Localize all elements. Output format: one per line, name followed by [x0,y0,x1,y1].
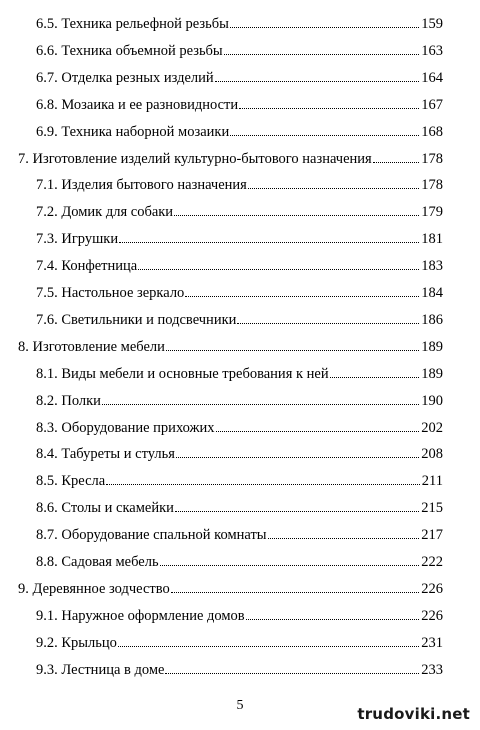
toc-entry [18,577,443,597]
toc-entry-page: 179 [421,204,443,221]
toc-dot-leader [230,27,419,28]
toc-entry [36,308,443,328]
toc-entry [18,147,443,167]
toc-entry-title: 9. Деревянное зодчество [18,580,170,597]
toc-entry-page: 167 [421,96,443,113]
toc-entry-page: 226 [421,580,443,597]
toc-entry-title: 8.8. Садовая мебель [36,554,159,570]
toc-dot-leader [174,215,419,216]
toc-entry-title: 7.6. Светильники и подсвечники [36,311,237,328]
toc-dot-leader [175,511,419,512]
toc-dot-leader [239,108,419,109]
toc-entry-page: 184 [421,285,443,301]
toc-entry [18,335,443,355]
toc-entry-page: 208 [421,446,443,463]
toc-dot-leader [215,81,420,82]
toc-entry-page: 226 [421,607,443,624]
toc-entry-title: 9.2. Крыльцо [36,634,117,651]
toc-entry-title: 6.7. Отделка резных изделий [36,69,214,86]
toc-entry-page: 189 [421,365,443,382]
toc-entry [36,523,443,543]
toc-dot-leader [237,323,419,324]
toc-entry-title: 8.2. Полки [36,392,101,409]
toc-entry [36,66,443,86]
toc-entry-page: 178 [421,177,443,194]
toc-entry-page: 233 [421,661,443,678]
toc-entry-title: 6.9. Техника наборной мозаики [36,123,230,140]
toc-entry [36,254,443,274]
toc-dot-leader [230,135,419,136]
toc-entry [36,658,443,678]
toc-entry-page: 159 [421,16,443,32]
toc-dot-leader [171,592,420,593]
toc-dot-leader [246,619,420,620]
toc-entry [36,120,443,140]
toc-entry [36,362,443,382]
page-number: 5 [236,698,244,713]
toc-entry-page: 222 [421,554,443,570]
toc-entry-page: 231 [421,634,443,651]
toc-entry-page: 189 [421,338,443,355]
toc-dot-leader [330,377,420,378]
toc-dot-leader [185,296,419,297]
toc-entry [36,469,443,489]
toc-dot-leader [118,646,419,647]
toc-dot-leader [248,188,419,189]
toc-entry [36,416,443,436]
toc-dot-leader [216,431,420,432]
toc-dot-leader [166,350,419,351]
watermark: trudoviki.net [357,705,470,723]
toc-entry-page: 168 [421,123,443,140]
toc-entry-page: 202 [421,419,443,436]
toc-entry [36,389,443,409]
toc-entry-title: 7.4. Конфетница [36,258,138,275]
toc-entry-page: 190 [421,392,443,409]
toc-entry-title: 8.5. Кресла [36,473,106,490]
toc-entry [36,12,443,32]
toc-entry-title: 7.3. Игрушки [36,231,119,248]
toc-entry-title: 7.5. Настольное зеркало [36,285,185,301]
toc-entry-title: 8.3. Оборудование прихожих [36,419,215,436]
toc-entry-title: 8.6. Столы и скамейки [36,500,174,517]
toc-entry [36,227,443,247]
toc-entry-page: 164 [421,69,443,86]
toc-entry [36,200,443,220]
toc-dot-leader [176,457,419,458]
toc-entry-page: 178 [421,150,443,167]
toc-entry-title: 9.1. Наружное оформление домов [36,607,245,624]
toc-dot-leader [373,162,420,163]
toc-entry-page: 183 [421,258,443,275]
toc-entry-page: 186 [421,311,443,328]
toc-dot-leader [268,538,420,539]
toc-entry-page: 181 [421,231,443,248]
toc-entry-title: 7. Изготовление изделий культурно-бытового назначения [18,150,372,167]
toc-entry [36,604,443,624]
toc-entry [36,550,443,570]
toc-entry-page: 215 [421,500,443,517]
toc-entry-page: 163 [421,42,443,59]
toc-dot-leader [165,673,419,674]
toc-entry-title: 6.5. Техника рельефной резьбы [36,16,229,32]
toc-dot-leader [224,54,420,55]
toc-entry-title: 6.6. Техника объемной резьбы [36,42,223,59]
toc-entry-title: 9.3. Лестница в доме [36,661,165,678]
toc-dot-leader [119,242,419,243]
toc-entry [36,442,443,462]
toc-entry-title: 8.7. Оборудование спальной комнаты [36,527,267,544]
toc-dot-leader [160,565,420,566]
toc-entry-title: 7.1. Изделия бытового назначения [36,177,247,194]
toc-entry [36,173,443,193]
toc-entry-title: 8.1. Виды мебели и основные требования к ней [36,365,329,382]
toc-entry-title: 6.8. Мозаика и ее разновидности [36,96,239,113]
toc-entry-title: 8.4. Табуреты и стулья [36,446,175,463]
toc-entry [36,281,443,301]
toc-entry [36,39,443,59]
toc-entry-title: 8. Изготовление мебели [18,338,165,355]
toc-entry-title: 7.2. Домик для собаки [36,204,174,221]
toc-entry [36,93,443,113]
toc-entry [36,631,443,651]
toc-entry-page: 211 [421,473,443,490]
toc-entry-page: 217 [421,527,443,544]
toc-dot-leader [102,404,419,405]
toc-dot-leader [138,269,419,270]
toc-dot-leader [106,484,420,485]
toc-entry [36,496,443,516]
